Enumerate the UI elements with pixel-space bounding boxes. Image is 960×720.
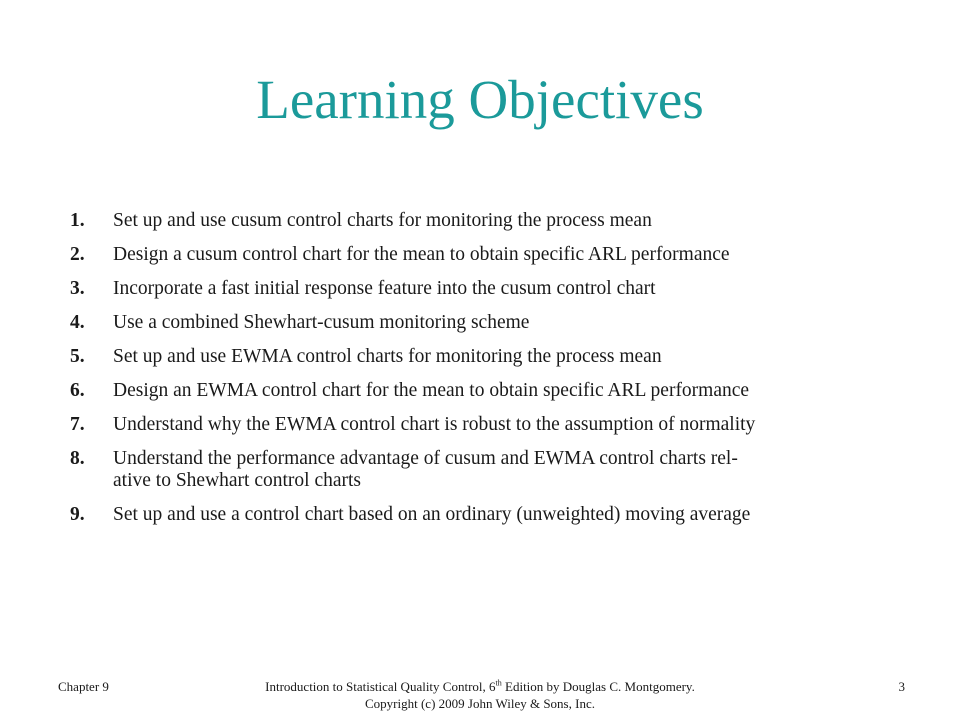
objective-number: 6. bbox=[70, 380, 85, 401]
footer-citation-sup: th bbox=[495, 678, 502, 688]
objective-text bbox=[113, 448, 890, 492]
objective-item bbox=[70, 278, 890, 300]
objective-text bbox=[113, 380, 890, 402]
objective-item bbox=[70, 448, 890, 492]
objective-text bbox=[113, 414, 890, 436]
objective-number: 7. bbox=[70, 414, 85, 435]
footer-citation-pre: Introduction to Statistical Quality Control, 6 bbox=[265, 679, 496, 694]
footer-citation bbox=[215, 678, 745, 712]
objective-line: Set up and use a control chart based on an ordinary (unweighted) moving average bbox=[113, 504, 751, 525]
objective-text bbox=[113, 312, 890, 334]
footer-copyright: Copyright (c) 2009 John Wiley & Sons, Inc. bbox=[365, 696, 595, 711]
objective-number: 4. bbox=[70, 312, 85, 333]
objective-text bbox=[113, 244, 890, 266]
objective-line: Use a combined Shewhart-cusum monitoring scheme bbox=[113, 312, 530, 333]
objective-line: Set up and use cusum control charts for monitoring the process mean bbox=[113, 210, 652, 231]
objective-line: Incorporate a fast initial response feature into the cusum control chart bbox=[113, 278, 656, 299]
objective-item bbox=[70, 210, 890, 232]
objective-number: 8. bbox=[70, 448, 85, 469]
objective-line: Design a cusum control chart for the mean to obtain specific ARL performance bbox=[113, 244, 730, 265]
objective-line: ative to Shewhart control charts bbox=[113, 470, 362, 491]
footer-citation-line bbox=[215, 678, 745, 695]
objective-item bbox=[70, 504, 890, 526]
objective-line: Set up and use EWMA control charts for monitoring the process mean bbox=[113, 346, 662, 367]
objective-item bbox=[70, 380, 890, 402]
objective-item bbox=[70, 244, 890, 266]
objective-number: 9. bbox=[70, 504, 85, 525]
objective-line: Understand why the EWMA control chart is robust to the assumption of normality bbox=[113, 414, 756, 435]
objective-number: 3. bbox=[70, 278, 85, 299]
objective-text bbox=[113, 278, 890, 300]
objective-text bbox=[113, 504, 890, 526]
objective-item bbox=[70, 312, 890, 334]
footer-citation-post: Edition by Douglas C. Montgomery. bbox=[501, 679, 695, 694]
page-number: 3 bbox=[898, 679, 905, 694]
objective-item bbox=[70, 414, 890, 436]
footer-chapter: Chapter 9 bbox=[58, 679, 109, 694]
objective-number: 1. bbox=[70, 210, 85, 231]
objective-line: Understand the performance advantage of cusum and EWMA control charts rel- bbox=[113, 448, 738, 469]
objective-number: 5. bbox=[70, 346, 85, 367]
objective-item bbox=[70, 346, 890, 368]
objective-text bbox=[113, 210, 890, 232]
objective-text bbox=[113, 346, 890, 368]
objective-number: 2. bbox=[70, 244, 85, 265]
slide-title: Learning Objectives bbox=[256, 68, 704, 130]
slide-footer bbox=[0, 678, 960, 720]
objective-line: Design an EWMA control chart for the mean to obtain specific ARL performance bbox=[113, 380, 750, 401]
learning-objectives-list bbox=[70, 210, 890, 538]
